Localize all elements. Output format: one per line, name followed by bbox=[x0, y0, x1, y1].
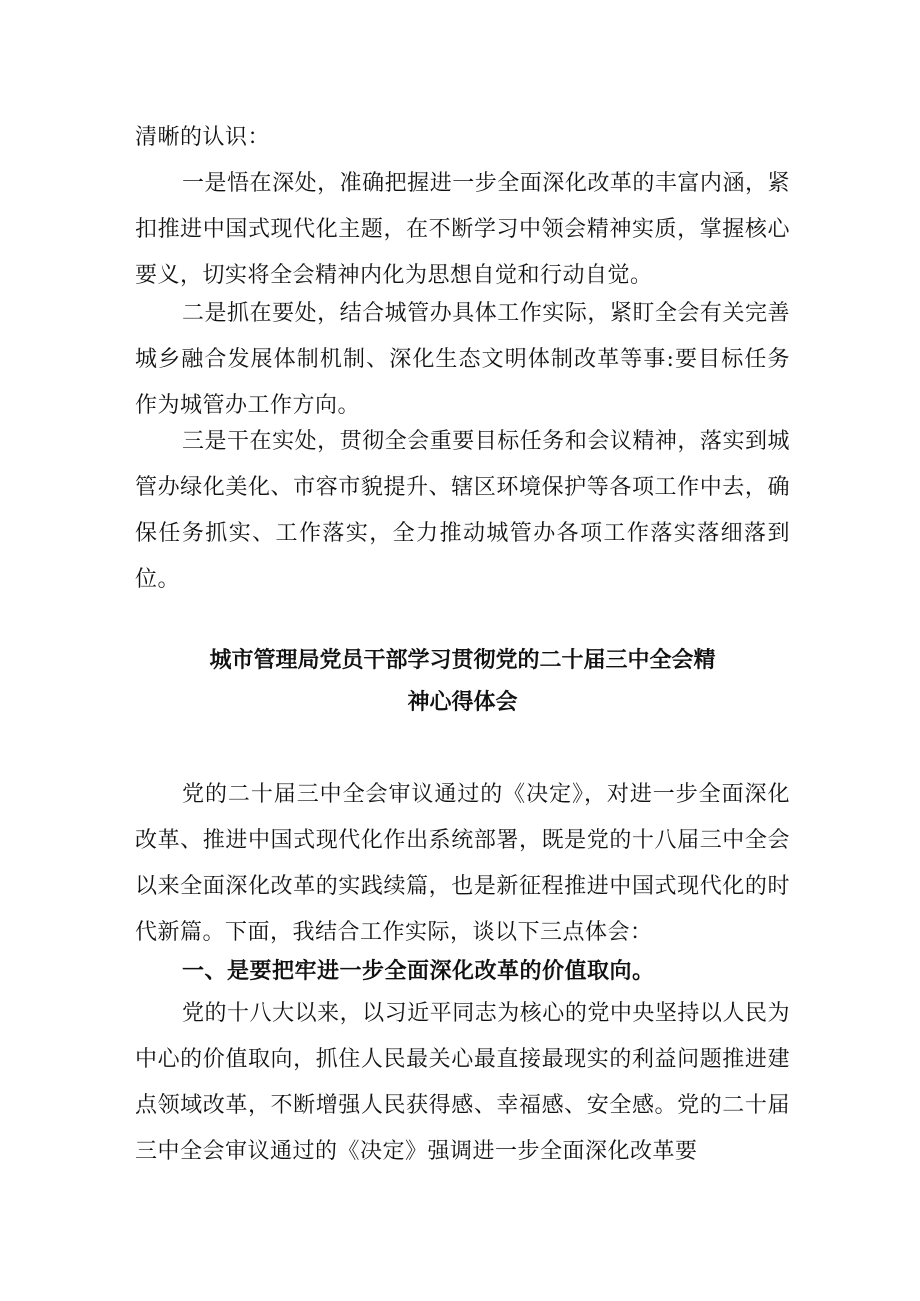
paragraph-point-two: 二是抓在要处，结合城管办具体工作实际，紧盯全会有关完善城乡融合发展体制机制、深化生态文明体制改革等事:要目标任务作为城管办工作方向。 bbox=[135, 301, 790, 418]
article-title-line-1: 城市管理局党员干部学习贯彻党的二十届三中全会精 bbox=[209, 648, 716, 673]
paragraph-body-section-one: 党的十八大以来，以习近平同志为核心的党中央坚持以人民为中心的价值取向，抓住人民最关心最直接最现实的利益问题推进建点领域改革，不断增强人民获得感、幸福感、安全感。党的二十届三中全会审议通过的《决定》强调进一步全面深化改革要 bbox=[135, 1001, 790, 1164]
paragraph-point-one: 一是悟在深处，准确把握进一步全面深化改革的丰富内涵，紧扣推进中国式现代化主题，在不断学习中领会精神实质，掌握核心要义，切实将全会精神内化为思想自觉和行动自觉。 bbox=[135, 171, 790, 288]
paragraph-point-three: 三是干在实处，贯彻全会重要目标任务和会议精神，落实到城管办绿化美化、市容市貌提升、辖区环境保护等各项工作中去，确保任务抓实、工作落实，全力推动城管办各项工作落实落细落到位。 bbox=[135, 429, 790, 592]
paragraph-body-intro: 党的二十届三中全会审议通过的《决定》，对进一步全面深化改革、推进中国式现代化作出系统部署，既是党的十八届三中全会以来全面深化改革的实践续篇，也是新征程推进中国式现代化的时代新篇。下面，我结合工作实际，谈以下三点体会： bbox=[135, 782, 790, 945]
section-heading-one: 一、是要把牢进一步全面深化改革的价值取向。 bbox=[182, 958, 655, 984]
article-title bbox=[135, 640, 790, 724]
paragraph-intro: 清晰的认识： bbox=[135, 125, 271, 150]
article-title-line-2: 神心得体会 bbox=[407, 690, 518, 715]
